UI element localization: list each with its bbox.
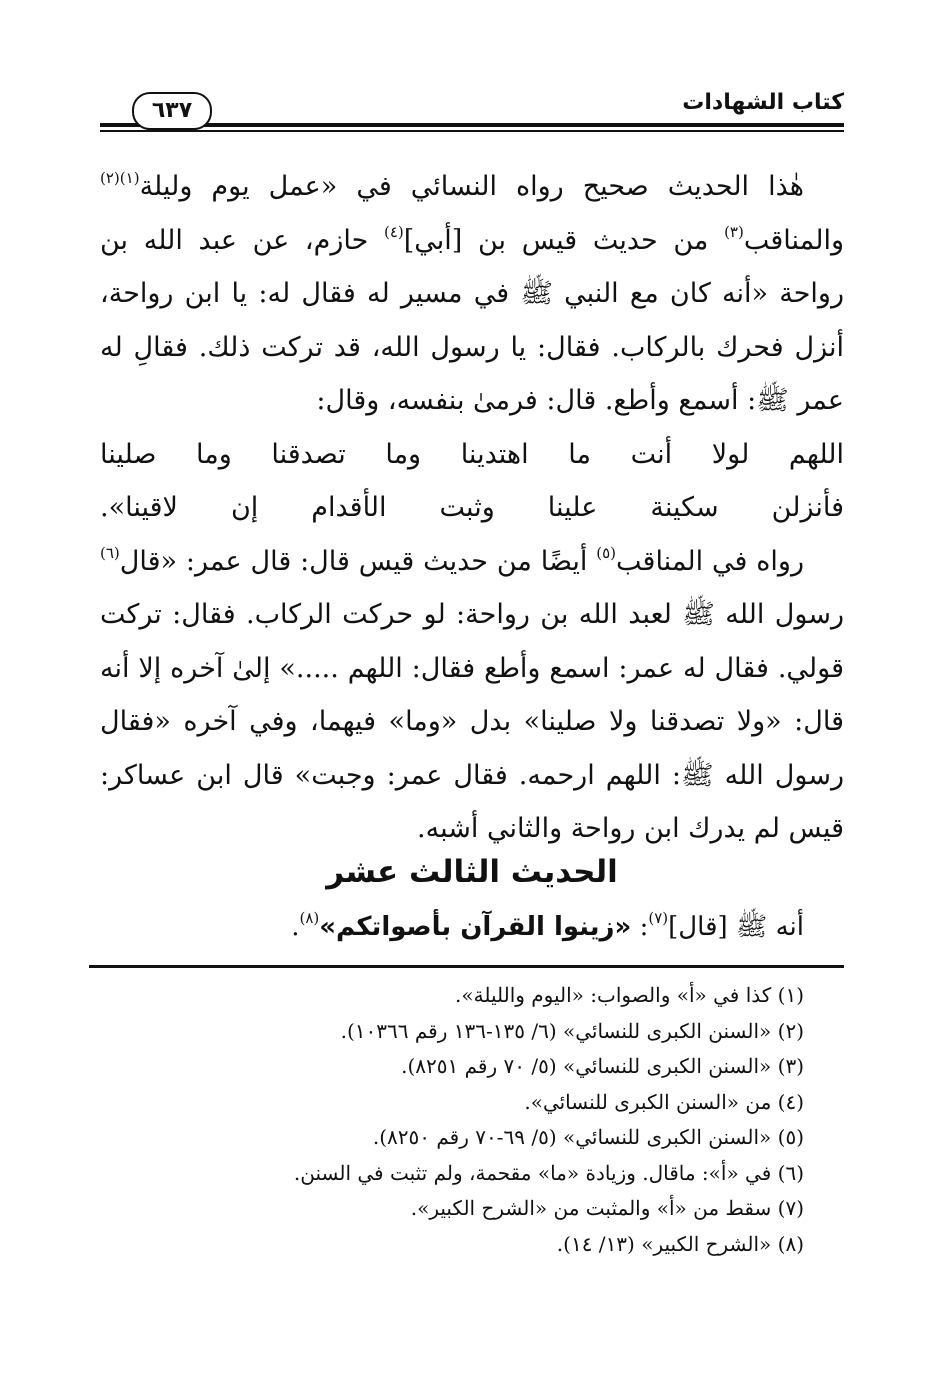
footnote-item: (٨) «الشرح الكبير» (١٣/ ١٤). (556, 1231, 804, 1256)
header-rule-thin (100, 130, 844, 132)
page-number: ٦٣٧ (132, 92, 212, 130)
paragraph-2 (100, 535, 844, 856)
main-text (100, 160, 844, 856)
footnote-item: (١) كذا في «أ» والصواب: «اليوم والليلة». (455, 983, 804, 1007)
text-segment: من حديث قيس بن [أبي] (403, 224, 725, 256)
paragraph-1 (100, 160, 844, 428)
page-header (100, 86, 844, 136)
footnote-item: (٥) «السنن الكبرى للنسائي» (٥/ ٦٩-٧٠ رقم ٨٢٥٠). (372, 1125, 804, 1149)
footnote-ref-7: (٧) (648, 909, 669, 927)
text-segment: والمناقب (743, 224, 845, 256)
poem-line-1: اللهم لولا أنت ما اهتدينا وما تصدقنا وما صلينا (100, 438, 844, 470)
hadith-lead: أنه ﷺ [قال] (668, 912, 804, 942)
text-segment: أيضًا من حديث قيس قال: قال عمر: «قال (119, 545, 597, 577)
hadith-quote: «زينوا القرآن بأصواتكم» (319, 912, 632, 942)
footnote-item: (٦) في «أ»: ماقال. وزيادة «ما» مقحمة، ولم تثبت في السنن. (293, 1160, 804, 1185)
footnote-ref-1: (١) (119, 169, 140, 187)
footnote-item: (٢) «السنن الكبرى للنسائي» (٦/ ١٣٥-١٣٦ رقم ١٠٣٦٦). (340, 1018, 804, 1043)
poem-line-2: فأنزلن سكينة علينا وثبت الأقدام إن لاقينا». (100, 492, 844, 523)
poem-verses (100, 428, 844, 535)
header-rule-thick (100, 123, 844, 127)
section-heading: الحديث الثالث عشر (326, 854, 618, 890)
footnote-ref-2: (٢) (100, 169, 120, 187)
text-segment: رواه في المناقب (616, 545, 805, 577)
text-segment: رسول الله ﷺ لعبد الله بن رواحة: لو حركت الركاب. فقال: تركت قولي. فقال له عمر: اسمع وأطع فقال: اللهم .....» إلىٰ آخره إلا أنه قال: «ولا تصدقنا ولا صلينا» بدل «وما» فيهما، وفي آخره «فقال رسول الله ﷺ: اللهم ارحمه. فقال عمر: وجبت» قال ابن عساكر: قيس لم يدرك ابن رواحة والثاني أشبه. (100, 599, 844, 844)
footnote-item: (٤) من «السنن الكبرى للنسائي». (524, 1089, 804, 1114)
footnotes (100, 978, 844, 1262)
hadith-end: . (291, 912, 300, 942)
running-title: كتاب الشهادات (682, 90, 844, 115)
footnote-ref-8: (٨) (299, 909, 320, 927)
footnote-ref-5: (٥) (596, 543, 617, 562)
text-segment: هٰذا الحديث صحيح رواه النسائي في «عمل يوم وليلة (139, 171, 804, 202)
text-segment: حازم، عن عبد الله بن رواحة «أنه كان مع النبي ﷺ في مسير له فقال له: يا ابن رواحة، أنزل فحرك بالركاب. فقال: يا رسول الله، قد تركت ذلك. فقالِ له عمر ﷺ: أسمع وأطع. قال: فرمىٰ بنفسه، وقال: (100, 224, 844, 416)
footnote-ref-4: (٤) (383, 222, 404, 241)
hadith-text (100, 902, 844, 952)
hadith-separator: : (631, 912, 649, 942)
footnote-ref-6: (٦) (100, 543, 120, 562)
footnote-item: (٧) سقط من «أ» والمثبت من «الشرح الكبير». (410, 1196, 804, 1220)
footnote-ref-3: (٣) (724, 222, 744, 241)
footnote-item: (٣) «السنن الكبرى للنسائي» (٥/ ٧٠ رقم ٨٢٥١). (401, 1054, 804, 1078)
footnote-separator (89, 965, 844, 968)
